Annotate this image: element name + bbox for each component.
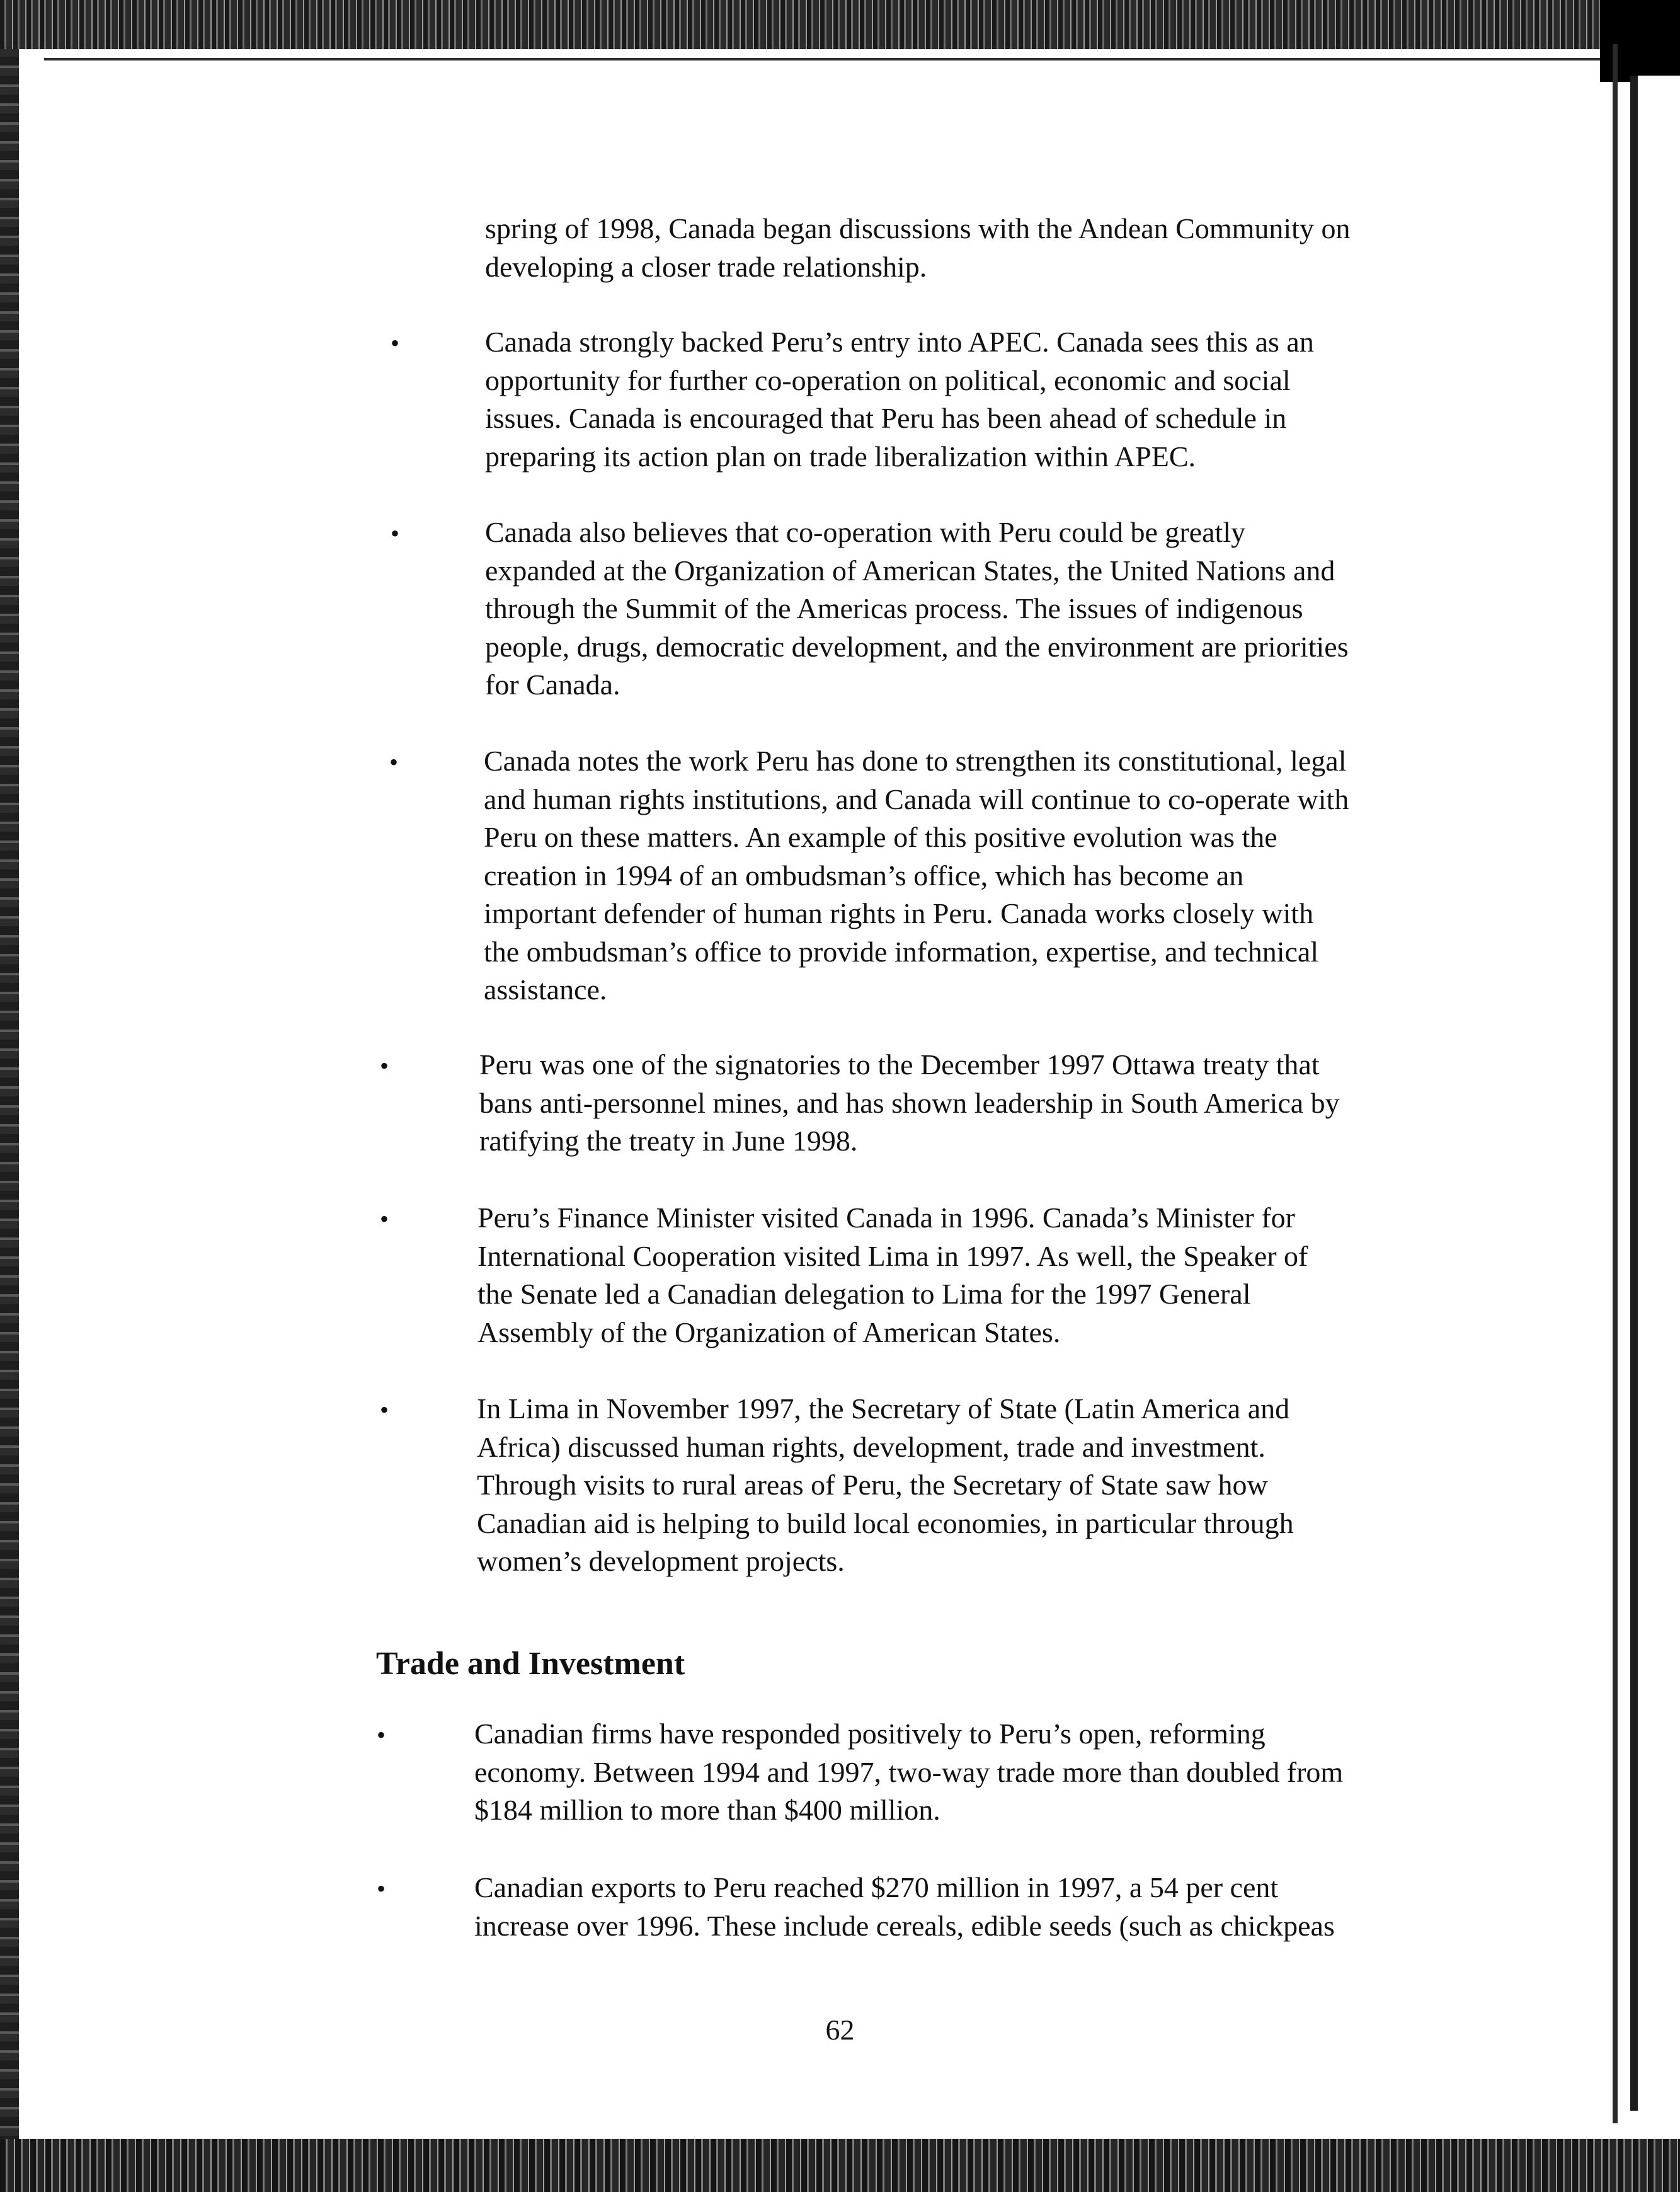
- bullet-paragraph-secretary-of-state: [477, 1390, 1294, 1581]
- bullet-paragraph-oas: [485, 514, 1349, 704]
- text-line: through the Summit of the Americas process. The issues of indigenous: [485, 592, 1303, 624]
- text-line: Through visits to rural areas of Peru, the Secretary of State saw how: [477, 1469, 1268, 1501]
- text-line: $184 million to more than $400 million.: [474, 1794, 940, 1826]
- text-line: Canadian exports to Peru reached $270 million in 1997, a 54 per cent: [474, 1871, 1279, 1903]
- text-line: the ombudsman’s office to provide information, expertise, and technical: [484, 935, 1319, 968]
- bullet-marker: •: [377, 1874, 386, 1903]
- scan-border-bottom: [0, 2139, 1680, 2192]
- page-number: 62: [825, 2014, 855, 2046]
- text-line: expanded at the Organization of American States, the United Nations and: [485, 554, 1335, 587]
- text-line: the Senate led a Canadian delegation to Lima for the 1997 General: [477, 1278, 1251, 1310]
- text-line: bans anti-personnel mines, and has shown leadership in South America by: [479, 1086, 1340, 1119]
- text-line: assistance.: [484, 973, 607, 1006]
- bullet-paragraph-human-rights: [484, 742, 1349, 1009]
- scan-rule-right: [1613, 44, 1618, 2123]
- text-line: important defender of human rights in Peru. Canada works closely with: [484, 897, 1314, 929]
- text-line: Canada notes the work Peru has done to strengthen its constitutional, legal: [484, 745, 1347, 777]
- bullet-marker: •: [389, 748, 399, 776]
- text-line: opportunity for further co-operation on political, economic and social: [485, 364, 1291, 396]
- text-line: Canadian firms have responded positively to Peru’s open, reforming: [474, 1718, 1266, 1750]
- text-line: preparing its action plan on trade liberalization within APEC.: [485, 440, 1196, 473]
- bullet-paragraph-apec: [485, 323, 1314, 476]
- text-line: Canada also believes that co-operation with Peru could be greatly: [485, 516, 1246, 548]
- scan-rule-top: [44, 58, 1631, 60]
- text-line: Africa) discussed human rights, development, trade and investment.: [477, 1430, 1266, 1463]
- bullet-paragraph-ottawa-treaty: [479, 1046, 1340, 1161]
- bullet-paragraph-visits: [477, 1199, 1308, 1351]
- text-line: creation in 1994 of an ombudsman’s office, which has become an: [484, 859, 1244, 892]
- text-line: Assembly of the Organization of American States.: [477, 1316, 1061, 1348]
- text-line: and human rights institutions, and Canada will continue to co-operate with: [484, 783, 1349, 815]
- scan-border-left: [0, 0, 19, 2192]
- text-line: Canadian aid is helping to build local economies, in particular through: [477, 1506, 1294, 1539]
- bullet-marker: •: [380, 1396, 389, 1424]
- bullet-marker: •: [380, 1052, 389, 1080]
- bullet-marker: •: [391, 329, 400, 357]
- text-line: Peru on these matters. An example of this positive evolution was the: [484, 821, 1277, 853]
- scan-border-top: [0, 0, 1680, 49]
- bullet-marker: •: [391, 519, 400, 548]
- text-line: for Canada.: [485, 669, 620, 701]
- bullet-marker: •: [377, 1721, 386, 1749]
- text-line: increase over 1996. These include cereals, edible seeds (such as chickpeas: [474, 1909, 1335, 1942]
- text-line: In Lima in November 1997, the Secretary of State (Latin America and: [477, 1392, 1290, 1425]
- text-line: people, drugs, democratic development, and the environment are priorities: [485, 630, 1349, 663]
- text-line: spring of 1998, Canada began discussions with the Andean Community on: [485, 212, 1351, 244]
- bullet-marker: •: [380, 1205, 389, 1233]
- intro-paragraph: [485, 210, 1350, 286]
- text-line: Canada strongly backed Peru’s entry into APEC. Canada sees this as an: [485, 326, 1314, 358]
- text-line: ratifying the treaty in June 1998.: [479, 1125, 858, 1157]
- text-line: economy. Between 1994 and 1997, two-way trade more than doubled from: [474, 1755, 1344, 1788]
- bullet-paragraph-exports: [474, 1869, 1335, 1945]
- scan-margin-right: [1638, 76, 1680, 2142]
- text-line: Peru was one of the signatories to the December 1997 Ottawa treaty that: [479, 1048, 1320, 1081]
- text-line: Peru’s Finance Minister visited Canada in 1996. Canada’s Minister for: [477, 1202, 1295, 1234]
- scan-border-right: [1630, 76, 1638, 2111]
- text-line: women’s development projects.: [477, 1545, 845, 1577]
- text-line: International Cooperation visited Lima in 1997. As well, the Speaker of: [477, 1239, 1308, 1272]
- text-line: issues. Canada is encouraged that Peru has been ahead of schedule in: [485, 402, 1287, 434]
- bullet-paragraph-two-way-trade: [474, 1715, 1343, 1830]
- text-line: developing a closer trade relationship.: [485, 250, 927, 283]
- section-heading: Trade and Investment: [376, 1646, 685, 1682]
